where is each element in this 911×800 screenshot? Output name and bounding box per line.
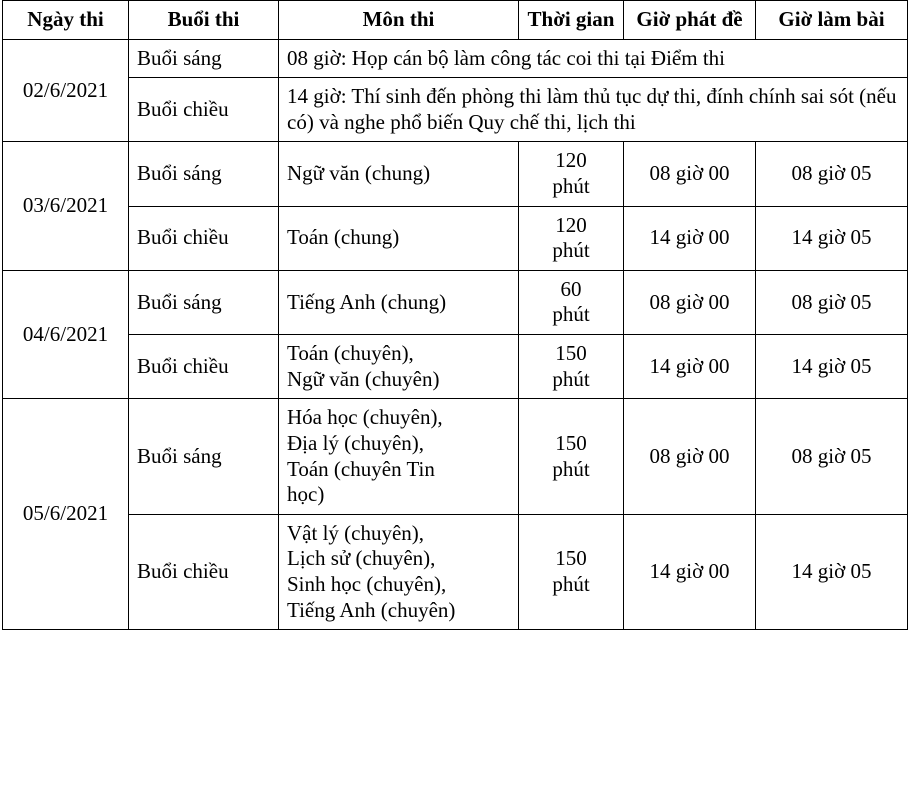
subject-cell [279,514,519,629]
start-time-cell: 08 giờ 05 [756,270,908,334]
date-cell: 02/6/2021 [3,39,129,142]
start-time-cell: 14 giờ 05 [756,514,908,629]
issue-time-cell: 14 giờ 00 [624,514,756,629]
duration-cell [519,270,624,334]
header-cell-subject: Môn thi [279,1,519,40]
table-row [3,270,908,334]
table-row [3,206,908,270]
table-row [3,142,908,206]
table-row [3,78,908,142]
table-header [3,1,908,40]
subject-line: Vật lý (chuyên), [287,520,425,545]
table-row [3,399,908,514]
duration-cell [519,399,624,514]
date-cell: 05/6/2021 [3,399,129,630]
header-cell-duration: Thời gian [519,1,624,40]
duration-value: 150 [555,430,587,455]
header-cell-start-time: Giờ làm bài [756,1,908,40]
note-cell: 14 giờ: Thí sinh đến phòng thi làm thủ tục dự thi, đính chính sai sót (nếu có) và nghe phổ biến Quy chế thi, lịch thi [279,78,908,142]
subject-line: Ngữ văn (chuyên) [287,366,440,391]
start-time-cell: 08 giờ 05 [756,142,908,206]
issue-time-cell: 14 giờ 00 [624,206,756,270]
table-body [3,39,908,630]
session-cell: Buổi sáng [129,270,279,334]
duration-value: 150 [555,341,587,366]
table-row [3,39,908,78]
issue-time-cell: 14 giờ 00 [624,335,756,399]
issue-time-cell: 08 giờ 00 [624,399,756,514]
start-time-cell: 14 giờ 05 [756,206,908,270]
subject-cell: Tiếng Anh (chung) [279,270,519,334]
date-cell: 03/6/2021 [3,142,129,270]
subject-cell: Toán (chung) [279,206,519,270]
subject-cell [279,335,519,399]
header-cell-session: Buổi thi [129,1,279,40]
duration-value: 60 [560,276,582,301]
duration-value: 120 [555,212,587,237]
duration-value: 120 [555,148,587,173]
duration-cell [519,514,624,629]
subject-line: Địa lý (chuyên), [287,430,425,455]
subject-line: Lịch sử (chuyên), [287,546,436,571]
header-cell-issue-time: Giờ phát đề [624,1,756,40]
subject-line: Tiếng Anh (chuyên) [287,597,456,622]
duration-unit: phút [552,174,590,199]
session-cell: Buổi chiều [129,335,279,399]
issue-time-cell: 08 giờ 00 [624,270,756,334]
duration-cell [519,335,624,399]
subject-line: Toán (chuyên), [287,341,414,366]
subject-line: học) [287,482,325,507]
duration-unit: phút [552,456,590,481]
duration-unit: phút [552,302,590,327]
session-cell: Buổi chiều [129,78,279,142]
exam-schedule-table [2,0,908,630]
subject-line: Hóa học (chuyên), [287,405,443,430]
start-time-cell: 08 giờ 05 [756,399,908,514]
table-row [3,514,908,629]
header-row [3,1,908,40]
subject-line: Sinh học (chuyên), [287,571,447,596]
subject-cell: Ngữ văn (chung) [279,142,519,206]
session-cell: Buổi sáng [129,399,279,514]
duration-unit: phút [552,571,590,596]
issue-time-cell: 08 giờ 00 [624,142,756,206]
session-cell: Buổi sáng [129,39,279,78]
table-row [3,335,908,399]
duration-cell [519,206,624,270]
session-cell: Buổi chiều [129,514,279,629]
date-cell: 04/6/2021 [3,270,129,398]
duration-cell [519,142,624,206]
duration-unit: phút [552,238,590,263]
note-cell: 08 giờ: Họp cán bộ làm công tác coi thi tại Điểm thi [279,39,908,78]
duration-value: 150 [555,546,587,571]
header-cell-date: Ngày thi [3,1,129,40]
subject-line: Toán (chuyên Tin [287,456,435,481]
duration-unit: phút [552,366,590,391]
session-cell: Buổi chiều [129,206,279,270]
session-cell: Buổi sáng [129,142,279,206]
start-time-cell: 14 giờ 05 [756,335,908,399]
subject-cell [279,399,519,514]
